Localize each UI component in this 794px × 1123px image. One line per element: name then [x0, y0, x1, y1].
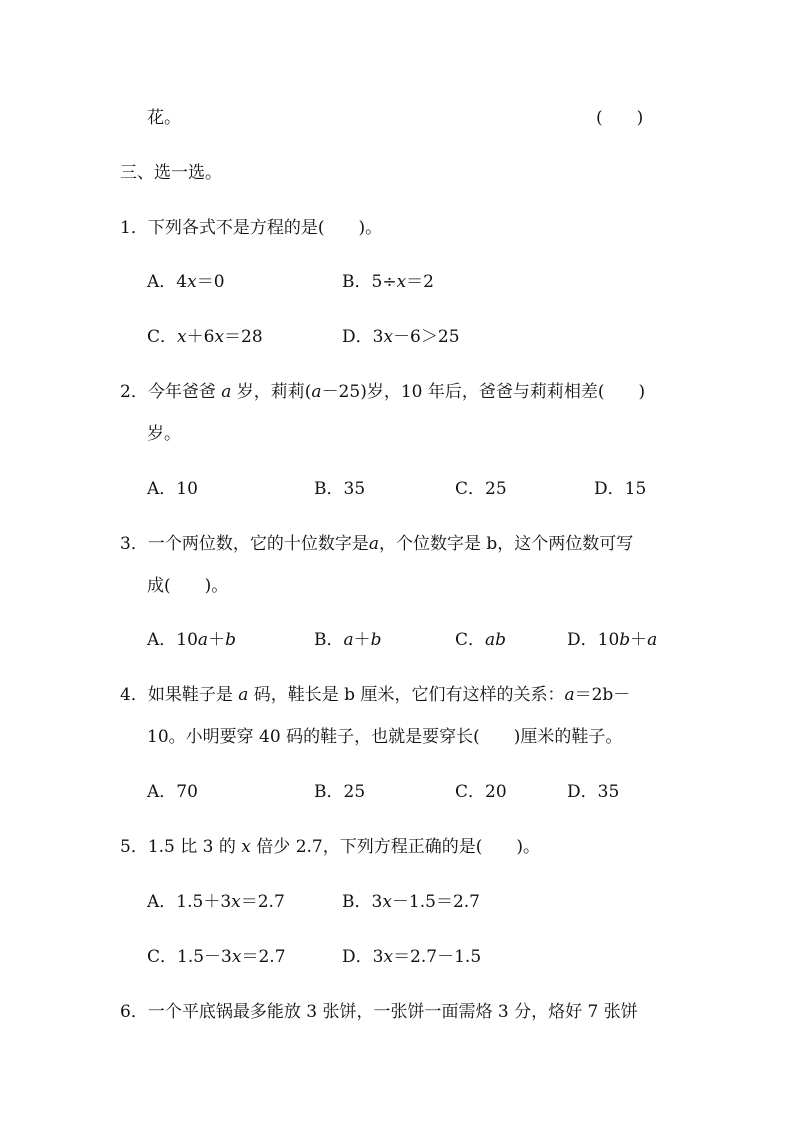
- q5-option-b: B．3x－1.5＝2.7: [342, 892, 480, 912]
- q4-option-d: D．35: [567, 782, 620, 802]
- question-5: 5．1.5 比 3 的 x 倍少 2.7，下列方程正确的是( )。: [120, 837, 540, 857]
- q2-option-c: C．25: [455, 479, 507, 499]
- q5-option-c: C．1.5－3x＝2.7: [147, 947, 286, 967]
- continuation-text: 花。: [147, 108, 181, 128]
- q3-option-d: D．10b＋a: [567, 630, 658, 650]
- q1-option-d: D．3x－6＞25: [342, 327, 460, 347]
- q5-option-a: A．1.5＋3x＝2.7: [147, 892, 285, 912]
- question-4: 4．如果鞋子是 a 码，鞋长是 b 厘米，它们有这样的关系：a＝2b－: [120, 685, 631, 705]
- question-2: 2．今年爸爸 a 岁，莉莉(a－25)岁，10 年后，爸爸与莉莉相差( ): [120, 382, 646, 402]
- q5-option-d: D．3x＝2.7－1.5: [342, 947, 482, 967]
- question-3-line-2: 成( )。: [147, 576, 229, 596]
- answer-paren: ( ): [596, 108, 644, 128]
- q2-option-a: A．10: [147, 479, 198, 499]
- question-1: 1．下列各式不是方程的是( )。: [120, 218, 383, 238]
- q1-option-b: B．5÷x＝2: [342, 272, 434, 292]
- q1-option-a: A．4x＝0: [147, 272, 225, 292]
- q4-option-b: B．25: [314, 782, 366, 802]
- question-6: 6．一个平底锅最多能放 3 张饼，一张饼一面需烙 3 分，烙好 7 张饼: [120, 1002, 638, 1022]
- q2-option-b: B．35: [314, 479, 366, 499]
- question-4-line-2: 10。小明要穿 40 码的鞋子，也就是要穿长( )厘米的鞋子。: [147, 727, 623, 747]
- q4-option-a: A．70: [147, 782, 198, 802]
- q1-option-c: C．x＋6x＝28: [147, 327, 263, 347]
- question-3: 3．一个两位数，它的十位数字是a，个位数字是 b，这个两位数可写: [120, 534, 634, 554]
- section-title: 三、选一选。: [120, 163, 222, 183]
- question-2-line-2: 岁。: [147, 424, 181, 444]
- q3-option-a: A．10a＋b: [147, 630, 236, 650]
- q4-option-c: C．20: [455, 782, 507, 802]
- q3-option-b: B．a＋b: [314, 630, 382, 650]
- q2-option-d: D．15: [594, 479, 647, 499]
- q3-option-c: C．ab: [455, 630, 507, 650]
